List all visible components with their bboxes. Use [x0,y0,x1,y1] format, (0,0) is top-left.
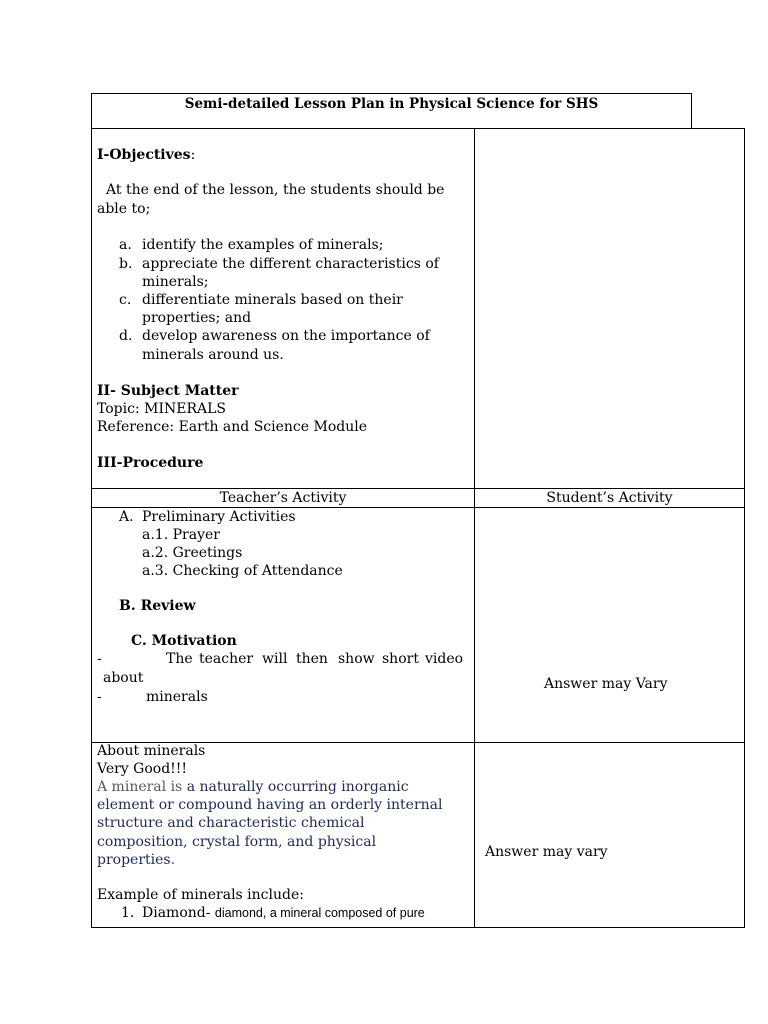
motivation-word-the: The [166,651,193,667]
motivation-heading: C. Motivation [131,633,237,649]
sub-item-attendance: a.3. Checking of Attendance [142,563,343,579]
preliminary-activities: Preliminary Activities [142,509,296,525]
mineral-definition-line4: composition, crystal form, and physical [97,834,377,850]
motivation-word-will: will [262,651,288,667]
objective-d-text-line1: develop awareness on the importance of [142,328,430,344]
motivation-dash-2: - [97,689,102,705]
mineral-definition-line3: structure and characteristic chemical [97,815,365,831]
objective-b-text-line1: appreciate the different characteristics of [142,256,439,272]
objectives-heading [97,146,195,164]
motivation-word-show: show [338,651,375,667]
subject-matter-heading: II- Subject Matter [97,383,239,399]
objectives-intro-line1: At the end of the lesson, the students should be [106,182,445,198]
mineral-definition-line5 [97,851,175,869]
row1-student-cell [474,507,745,743]
motivation-word-teacher: teacher [199,651,254,667]
example-1-description: diamond, a mineral composed of pure [214,906,425,920]
review-heading: B. Review [119,598,196,614]
examples-heading: Example of minerals include: [97,887,304,903]
subject-matter-topic: Topic: MINERALS [97,401,227,417]
teacher-activity-header [91,488,475,508]
preliminary-marker: A. [119,509,134,525]
objective-b-text-line2: minerals; [142,274,209,290]
motivation-word-video: video [425,651,464,667]
document-title-box [91,93,692,129]
row1-student-answer: Answer may Vary [544,676,668,692]
objectives-heading-colon: : [190,147,196,163]
mineral-definition-rest: a naturally occurring inorganic [182,779,409,795]
sub-item-prayer: a.1. Prayer [142,527,220,543]
document-title: Semi-detailed Lesson Plan in Physical Science for SHS [184,96,599,112]
example-1-marker: 1. [121,905,135,921]
motivation-word-minerals: minerals [146,689,208,705]
example-1-name: Diamond- [142,905,211,921]
subject-matter-reference: Reference: Earth and Science Module [97,419,367,435]
student-activity-header [474,488,745,508]
mineral-definition-lead: A mineral is [97,779,183,795]
mineral-definition-line1 [97,778,409,796]
sub-item-greetings: a.2. Greetings [142,545,243,561]
mineral-definition-period: . [170,852,176,868]
mineral-definition-line2: element or compound having an orderly internal [97,797,443,813]
objective-c-marker: c. [119,292,132,308]
objective-d-text-line2: minerals around us. [142,347,284,363]
very-good: Very Good!!! [97,761,188,777]
example-1 [142,904,425,922]
row2-student-cell [474,742,745,928]
objective-a-marker: a. [119,237,132,253]
objectives-heading-text: I-Objectives [97,147,191,163]
procedure-heading: III-Procedure [97,455,204,471]
objective-c-text-line1: differentiate minerals based on their [142,292,403,308]
about-minerals: About minerals [97,743,206,759]
motivation-word-short: short [382,651,419,667]
row2-student-answer: Answer may vary [485,844,608,860]
motivation-dash-1: - [97,651,102,667]
objective-c-text-line2: properties; and [142,310,252,326]
objectives-intro-line2: able to; [97,201,151,217]
objectives-side-cell [474,128,745,489]
objective-d-marker: d. [119,328,133,344]
objective-b-marker: b. [119,256,133,272]
student-activity-label: Student’s Activity [546,490,673,506]
objective-a-text: identify the examples of minerals; [142,237,384,253]
motivation-word-then: then [296,651,328,667]
mineral-definition-properties: properties [97,852,171,868]
teacher-activity-label: Teacher’s Activity [219,490,347,506]
motivation-word-about: about [103,670,144,686]
